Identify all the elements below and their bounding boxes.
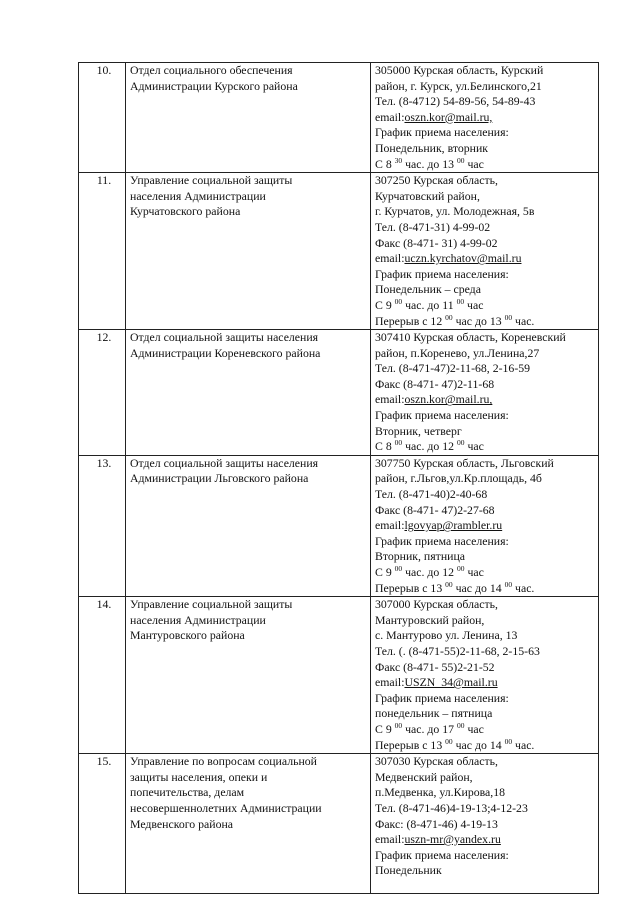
email-line xyxy=(375,832,598,848)
office-name-line: защиты населения, опеки и xyxy=(130,769,268,784)
schedule-title: График приема населения: xyxy=(375,125,509,140)
row-number: 14. xyxy=(79,597,126,754)
contact-line: с. Мантурово ул. Ленина, 13 xyxy=(375,628,518,643)
email-line xyxy=(375,675,598,691)
contact-line: Факс (8-471- 55)2-21-52 xyxy=(375,659,495,674)
row-number: 15. xyxy=(79,754,126,894)
email-line xyxy=(375,518,598,534)
office-name-line: Отдел социальной защиты населения xyxy=(130,455,319,470)
office-name-line: Отдел социального обеспечения xyxy=(130,63,293,77)
contact-line: 307000 Курская область, xyxy=(375,597,498,612)
table-row xyxy=(79,597,599,754)
schedule-break-mid: час до 14 xyxy=(452,737,505,752)
schedule-hours-pre: С 9 xyxy=(375,565,395,579)
contact-line: Тел. (. (8-471-55)2-11-68, 2-15-63 xyxy=(375,643,540,658)
email-prefix: email: xyxy=(375,518,405,533)
contact-line: Факс (8-471- 31) 4-99-02 xyxy=(375,235,498,250)
office-name-line: попечительства, делам xyxy=(130,785,245,800)
schedule-hours-mid: час. до 12 xyxy=(402,439,458,454)
offices-table-body xyxy=(79,63,599,894)
contact-line: Мантуровский район, xyxy=(375,612,485,627)
schedule-hours-mid: час. до 17 xyxy=(402,721,458,736)
contact-line: Факс (8-471- 47)2-11-68 xyxy=(375,376,495,391)
schedule-break-post: час. xyxy=(512,313,535,328)
schedule-hours-sup2: 00 xyxy=(457,438,465,448)
schedule-break-sup2: 00 xyxy=(504,579,513,589)
contact-line: Курчатовский район, xyxy=(375,188,480,203)
schedule-hours-sup1: 00 xyxy=(394,564,403,573)
table-row xyxy=(79,330,599,456)
contact-line: Тел. (8-471-46)4-19-13;4-12-23 xyxy=(375,800,528,815)
schedule-break-pre: Перерыв с 13 xyxy=(375,737,446,752)
office-name-line: Мантуровского района xyxy=(130,628,245,643)
schedule-hours-pre: С 9 xyxy=(375,721,395,736)
schedule-days: Понедельник, вторник xyxy=(375,140,489,155)
office-name-line: Администрации Льговского района xyxy=(130,471,309,486)
schedule-hours-sup1: 00 xyxy=(394,438,403,448)
schedule-break-mid: час до 13 xyxy=(452,313,505,328)
contact-line: район, г.Льгов,ул.Кр.площадь, 4б xyxy=(375,471,542,486)
office-name-line: Медвенского района xyxy=(130,816,234,831)
contact-line: район, п.Коренево, ул.Ленина,27 xyxy=(375,345,540,360)
schedule-break-sup2: 00 xyxy=(504,312,513,322)
contact-line: 307250 Курская область, xyxy=(375,173,498,188)
contact-line: Тел. (8-471-47)2-11-68, 2-16-59 xyxy=(375,361,531,376)
office-contacts xyxy=(371,597,599,754)
office-name-line: Администрации Кореневского района xyxy=(130,345,321,360)
schedule-hours xyxy=(375,439,598,455)
contact-line: Медвенский район, xyxy=(375,769,473,784)
schedule-hours-sup2: 00 xyxy=(457,720,465,730)
contact-line: 305000 Курская область, Курский xyxy=(375,63,544,77)
office-name xyxy=(126,597,371,754)
schedule-break xyxy=(375,738,598,754)
schedule-hours-post: час xyxy=(464,439,484,454)
office-name-line: Управление социальной защиты xyxy=(130,173,293,188)
contact-line: 307410 Курская область, Кореневский xyxy=(375,330,566,345)
schedule-title: График приема населения: xyxy=(375,408,509,423)
email-line xyxy=(375,251,598,267)
email-link[interactable]: oszn.kor@mail.ru, xyxy=(404,109,493,124)
office-name xyxy=(126,330,371,456)
schedule-break-mid: час до 14 xyxy=(452,580,505,595)
schedule-hours-sup1: 00 xyxy=(394,720,403,730)
office-name-line: Администрации Курского района xyxy=(130,78,298,93)
office-contacts xyxy=(371,63,599,173)
email-prefix: email: xyxy=(375,675,405,690)
schedule-hours-post: час xyxy=(464,156,484,171)
schedule-title: График приема населения: xyxy=(375,690,509,705)
email-prefix: email: xyxy=(375,832,405,847)
email-link[interactable]: uszn-mr@yandex.ru xyxy=(404,832,501,847)
schedule-break xyxy=(375,314,598,330)
contact-line: Тел. (8-471-31) 4-99-02 xyxy=(375,219,491,234)
schedule-break-post: час. xyxy=(512,580,535,595)
contact-line: Тел. (8-471-40)2-40-68 xyxy=(375,487,488,502)
email-line xyxy=(375,110,598,126)
contact-line: п.Медвенка, ул.Кирова,18 xyxy=(375,785,506,800)
schedule-hours xyxy=(375,298,598,314)
schedule-hours-sup1: 00 xyxy=(394,296,403,306)
schedule-hours-pre: С 9 xyxy=(375,297,395,312)
schedule-hours-mid: час. до 13 xyxy=(402,156,458,171)
offices-table xyxy=(78,62,599,894)
office-name-line: Курчатовского района xyxy=(130,204,241,219)
email-prefix: email: xyxy=(375,251,405,266)
schedule-days: Понедельник – среда xyxy=(375,282,481,297)
office-name-line: Управление социальной защиты xyxy=(130,597,293,612)
schedule-hours-sup2: 00 xyxy=(457,155,465,165)
office-contacts xyxy=(371,173,599,330)
schedule-hours-sup2: 00 xyxy=(456,296,465,306)
table-row xyxy=(79,63,599,173)
office-name xyxy=(126,173,371,330)
schedule-hours xyxy=(375,722,598,738)
schedule-break-sup1: 00 xyxy=(445,736,453,746)
contact-line: 307750 Курская область, Льговский xyxy=(375,455,554,470)
email-link[interactable]: oszn.kor@mail.ru, xyxy=(404,392,493,407)
email-link[interactable]: uczn.kyrchatov@mail.ru xyxy=(404,251,522,266)
row-number: 10. xyxy=(79,63,126,173)
contact-line: Факс (8-471- 47)2-27-68 xyxy=(375,502,495,517)
schedule-break-pre: Перерыв с 12 xyxy=(375,313,446,328)
schedule-hours-post: час xyxy=(464,721,484,736)
schedule-break-pre: Перерыв с 13 xyxy=(375,580,446,595)
schedule-break xyxy=(375,581,598,597)
contact-line: г. Курчатов, ул. Молодежная, 5в xyxy=(375,204,535,219)
schedule-days: Вторник, четверг xyxy=(375,423,462,438)
schedule-hours-pre: С 8 xyxy=(375,439,395,454)
office-contacts xyxy=(371,754,599,894)
table-row xyxy=(79,754,599,894)
schedule-hours-mid: час. до 12 xyxy=(402,565,458,579)
schedule-days: Вторник, пятница xyxy=(375,549,465,564)
row-number: 11. xyxy=(79,173,126,330)
email-line xyxy=(375,392,598,408)
office-contacts xyxy=(371,455,599,596)
schedule-break-sup1: 00 xyxy=(445,312,453,322)
schedule-days: понедельник – пятница xyxy=(375,706,493,721)
schedule-break-sup2: 00 xyxy=(504,736,513,746)
schedule-hours-sup1: 30 xyxy=(394,155,403,165)
row-number: 13. xyxy=(79,455,126,596)
office-name xyxy=(126,754,371,894)
office-name-line: населения Администрации xyxy=(130,612,266,627)
contact-line: Тел. (8-4712) 54-89-56, 54-89-43 xyxy=(375,94,536,109)
office-name-line: Управление по вопросам социальной xyxy=(130,754,317,769)
office-name-line: населения Администрации xyxy=(130,188,266,203)
schedule-title: График приема населения: xyxy=(375,266,509,281)
schedule-hours-mid: час. до 11 xyxy=(402,297,457,312)
schedule-hours-post: час xyxy=(464,565,484,579)
contact-line: район, г. Курск, ул.Белинского,21 xyxy=(375,78,542,93)
schedule-title: График приема населения: xyxy=(375,533,509,548)
contact-line: 307030 Курская область, xyxy=(375,754,498,769)
office-contacts xyxy=(371,330,599,456)
table-row xyxy=(79,455,599,596)
email-link[interactable]: USZN_34@mail.ru xyxy=(404,675,498,690)
email-link[interactable]: lgovyap@rambler.ru xyxy=(404,518,503,533)
schedule-break-sup1: 00 xyxy=(445,579,453,589)
office-name-line: Отдел социальной защиты населения xyxy=(130,330,319,345)
schedule-break-post: час. xyxy=(512,737,535,752)
schedule-hours-post: час xyxy=(464,297,484,312)
schedule-hours xyxy=(375,157,598,173)
schedule-days: Понедельник xyxy=(375,863,442,878)
schedule-title: График приема населения: xyxy=(375,847,509,862)
contact-line: Факс: (8-471-46) 4-19-13 xyxy=(375,816,498,831)
schedule-hours xyxy=(375,565,598,581)
schedule-hours-pre: С 8 xyxy=(375,156,395,171)
office-name xyxy=(126,63,371,173)
office-name xyxy=(126,455,371,596)
row-number: 12. xyxy=(79,330,126,456)
email-prefix: email: xyxy=(375,392,405,407)
table-row xyxy=(79,173,599,330)
schedule-hours-sup2: 00 xyxy=(457,564,465,573)
office-name-line: несовершеннолетних Администрации xyxy=(130,800,322,815)
email-prefix: email: xyxy=(375,109,405,124)
